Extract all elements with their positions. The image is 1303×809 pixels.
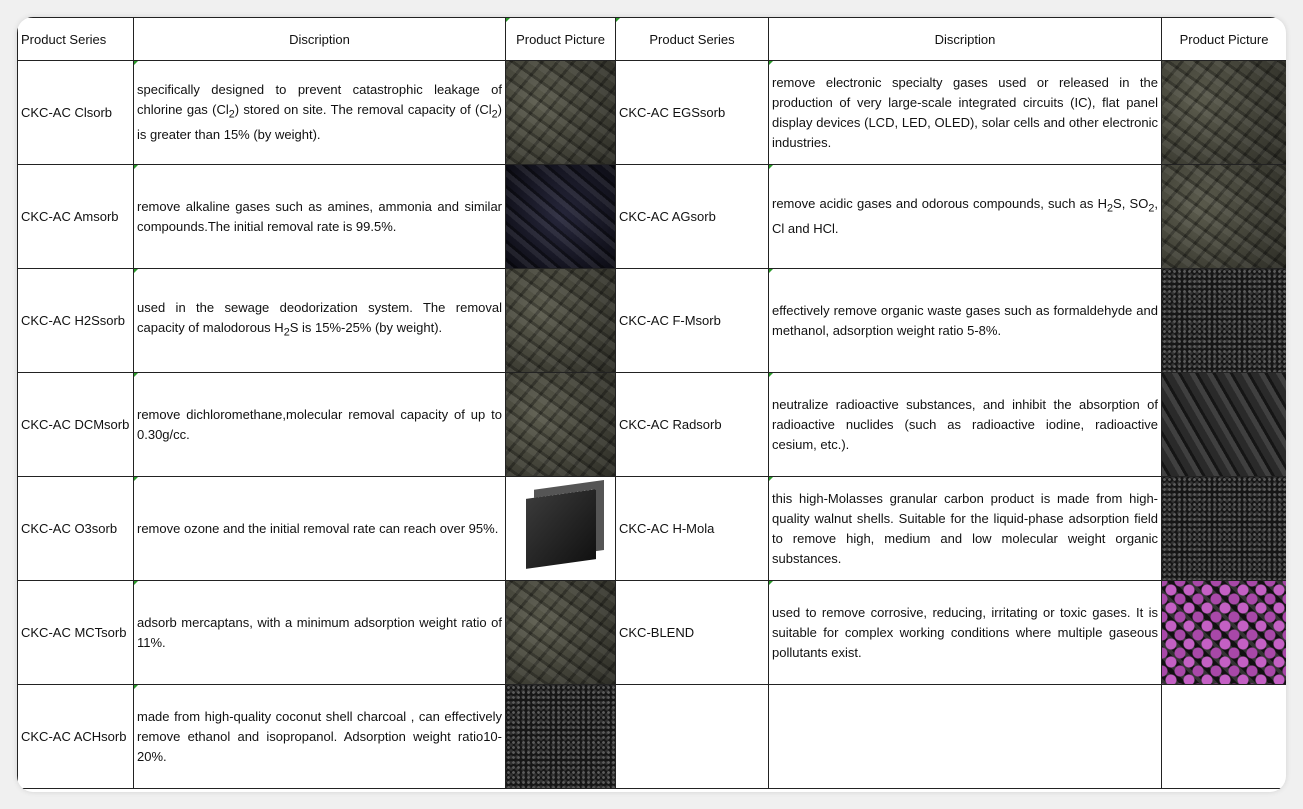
description-text: made from high-quality coconut shell charcoal , can effectively remove ethanol and isopropanol. Adsorption weight ratio10-20%.: [137, 708, 502, 764]
product-image: [506, 61, 615, 164]
product-image: [1162, 373, 1286, 476]
product-series-cell: CKC-AC Amsorb: [18, 165, 134, 269]
description-text: used to remove corrosive, reducing, irritating or toxic gases. It is suitable for complex working conditions where multiple gaseous pollutants exist.: [772, 604, 1158, 660]
product-image: [506, 373, 615, 476]
description-cell: [134, 685, 506, 789]
description-text: , Cl and HCl.: [772, 196, 1158, 236]
product-picture-cell: [1162, 581, 1287, 685]
product-picture-cell: [506, 373, 616, 477]
table-row: [18, 373, 1287, 477]
product-image: [1162, 581, 1286, 684]
product-picture-cell: [506, 165, 616, 269]
header-description: Discription: [769, 18, 1162, 61]
description-cell: [134, 165, 506, 269]
description-text: ) stored on site. The removal capacity of (Cl: [234, 102, 492, 118]
subscript: 2: [283, 326, 290, 339]
description-text: neutralize radioactive substances, and inhibit the absorption of radioactive nuclides (such as radioactive iodine, radioactive cesium, etc.).: [772, 396, 1158, 452]
description-text: effectively remove organic waste gases such as formaldehyde and methanol, adsorption weight ratio 5-8%.: [772, 302, 1158, 338]
product-picture-cell: [506, 61, 616, 165]
empty-cell: [616, 685, 769, 789]
header-product-picture: Product Picture: [1162, 18, 1287, 61]
table-row: [18, 61, 1287, 165]
description-cell: [769, 373, 1162, 477]
description-text: S is 15%-25% (by weight).: [289, 320, 443, 336]
product-series-cell: CKC-BLEND: [616, 581, 769, 685]
table-row: [18, 269, 1287, 373]
description-cell: [134, 269, 506, 373]
description-text: remove ozone and the initial removal rate can reach over 95%.: [137, 520, 499, 536]
description-text: adsorb mercaptans, with a minimum adsorption weight ratio of 11%.: [137, 614, 502, 650]
product-picture-cell: [506, 581, 616, 685]
product-series-cell: CKC-AC DCMsorb: [18, 373, 134, 477]
product-image: [506, 581, 615, 684]
empty-cell: [1162, 685, 1287, 789]
product-series-cell: CKC-AC MCTsorb: [18, 581, 134, 685]
product-image: [506, 685, 615, 788]
product-series-cell: CKC-AC ACHsorb: [18, 685, 134, 789]
product-picture-cell: [1162, 477, 1287, 581]
product-image: [1162, 269, 1286, 372]
product-series-cell: CKC-AC EGSsorb: [616, 61, 769, 165]
product-picture-cell: [506, 685, 616, 789]
product-table-card: [17, 17, 1286, 792]
table-row: [18, 165, 1287, 269]
product-image: [1162, 477, 1286, 580]
product-series-cell: CKC-AC H-Mola: [616, 477, 769, 581]
product-series-cell: CKC-AC Clsorb: [18, 61, 134, 165]
header-row: [18, 18, 1287, 61]
description-cell: [769, 269, 1162, 373]
description-text: used in the sewage deodorization system. The removal capacity of malodorous H: [137, 300, 502, 336]
product-picture-cell: [506, 477, 616, 581]
description-text: remove dichloromethane,molecular removal capacity of up to 0.30g/cc.: [137, 406, 502, 442]
product-series-cell: CKC-AC O3sorb: [18, 477, 134, 581]
description-cell: [769, 165, 1162, 269]
subscript: 2: [1148, 202, 1155, 215]
table-row: [18, 581, 1287, 685]
product-picture-cell: [1162, 61, 1287, 165]
product-picture-cell: [1162, 373, 1287, 477]
product-image: [1162, 165, 1286, 268]
product-series-cell: CKC-AC H2Ssorb: [18, 269, 134, 373]
header-product-series: Product Series: [616, 18, 769, 61]
honeycomb-cube-shape: [526, 489, 596, 569]
description-text: remove electronic specialty gases used or released in the production of very large-scale integrated circuits (IC), flat panel display devices (LCD, LED, OLED), solar cells and other electronic industries.: [772, 74, 1158, 150]
description-cell: [134, 581, 506, 685]
product-picture-cell: [1162, 269, 1287, 373]
product-image: [506, 165, 615, 268]
product-series-cell: CKC-AC Radsorb: [616, 373, 769, 477]
product-picture-cell: [506, 269, 616, 373]
subscript: 2: [491, 108, 498, 121]
description-cell: [134, 61, 506, 165]
product-picture-cell: [1162, 165, 1287, 269]
description-cell: [769, 581, 1162, 685]
empty-cell: [769, 685, 1162, 789]
header-description: Discription: [134, 18, 506, 61]
description-text: remove alkaline gases such as amines, ammonia and similar compounds.The initial removal rate is 99.5%.: [137, 198, 502, 234]
description-text: S, SO: [1113, 196, 1149, 212]
subscript: 2: [228, 108, 235, 121]
table-row: [18, 685, 1287, 789]
description-text: remove acidic gases and odorous compounds, such as H: [772, 196, 1108, 212]
product-image: [506, 269, 615, 372]
description-cell: [769, 477, 1162, 581]
product-series-cell: CKC-AC F-Msorb: [616, 269, 769, 373]
description-text: specifically designed to prevent catastrophic leakage of chlorine gas (Cl: [137, 82, 502, 118]
product-image: [1162, 61, 1286, 164]
description-cell: [769, 61, 1162, 165]
product-table: [17, 17, 1286, 789]
description-text: ) is greater than 15% (by weight).: [137, 102, 502, 142]
table-row: [18, 477, 1287, 581]
description-text: this high-Molasses granular carbon product is made from high-quality walnut shells. Suitable for the liquid-phase adsorption field to remove high, medium and low molecular weight organic substances.: [772, 490, 1158, 566]
description-cell: [134, 477, 506, 581]
product-series-cell: CKC-AC AGsorb: [616, 165, 769, 269]
product-image: [506, 477, 615, 580]
header-product-series: Product Series: [18, 18, 134, 61]
header-product-picture: Product Picture: [506, 18, 616, 61]
description-cell: [134, 373, 506, 477]
subscript: 2: [1107, 202, 1114, 215]
